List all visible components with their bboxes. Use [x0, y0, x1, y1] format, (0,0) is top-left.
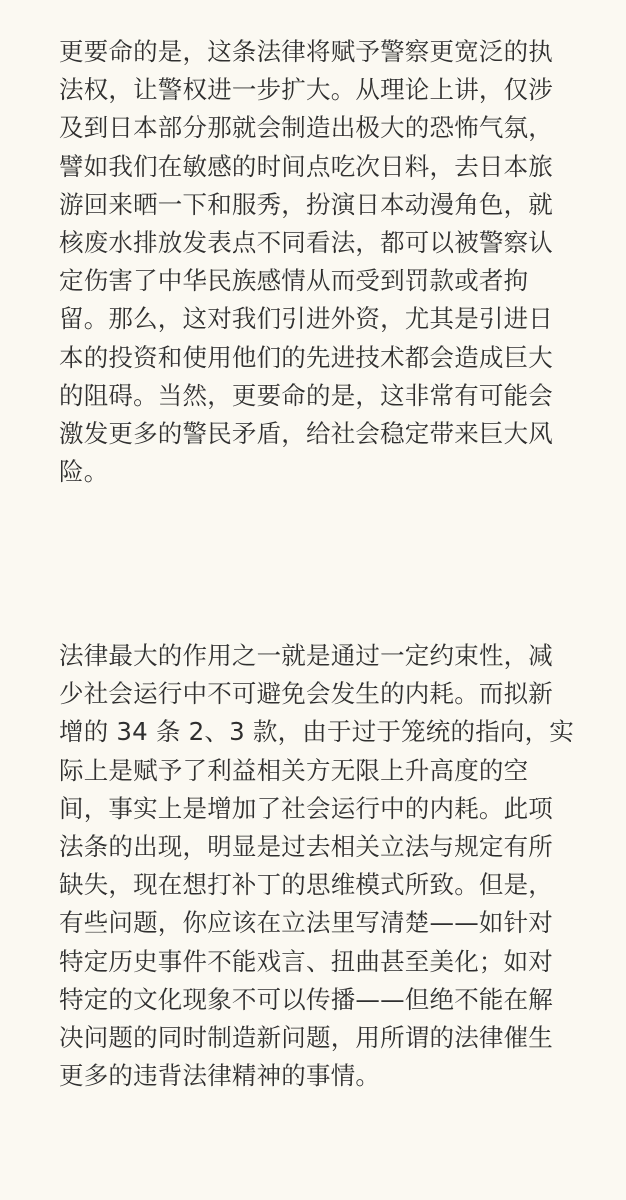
article-paragraph-2: 法律最大的作用之一就是通过一定约束性，减 少社会运行中不可避免会发生的内耗。而拟新 增的 34 条 2、3 款，由于过于笼统的指向，实 际上是赋予了利益相关方无限上升高度的空 间，事实上是增加了社会运行中的内耗。此项 法条的出现，明显是过去相关立法与规定有所 缺失，现在想打补丁的思维模式所致。但是， 有些问题，你应该在立法里写清楚——如针对 特定历史事件不能戏言、扭曲甚至美化；如对 特定的文化现象不可以传播——但绝不能在解 决问题的同时制造新问题，用所谓的法律催生 更多的违背法律精神的事情。	[59, 641, 575, 1091]
article-paragraph-1: 更要命的是，这条法律将赋予警察更宽泛的执 法权，让警权进一步扩大。从理论上讲，仅涉 及到日本部分那就会制造出极大的恐怖气氛， 譬如我们在敏感的时间点吃次日料，去日本旅 游回来晒一下和服秀，扮演日本动漫角色，就 核废水排放发表点不同看法，都可以被警察认 定伤害了中华民族感情从而受到罚款或者拘 留。那么，这对我们引进外资，尤其是引进日 本的投资和使用他们的先进技术都会造成巨大 的阻碍。当然，更要命的是，这非常有可能会 激发更多的警民矛盾，给社会稳定带来巨大风 险。	[59, 37, 553, 487]
